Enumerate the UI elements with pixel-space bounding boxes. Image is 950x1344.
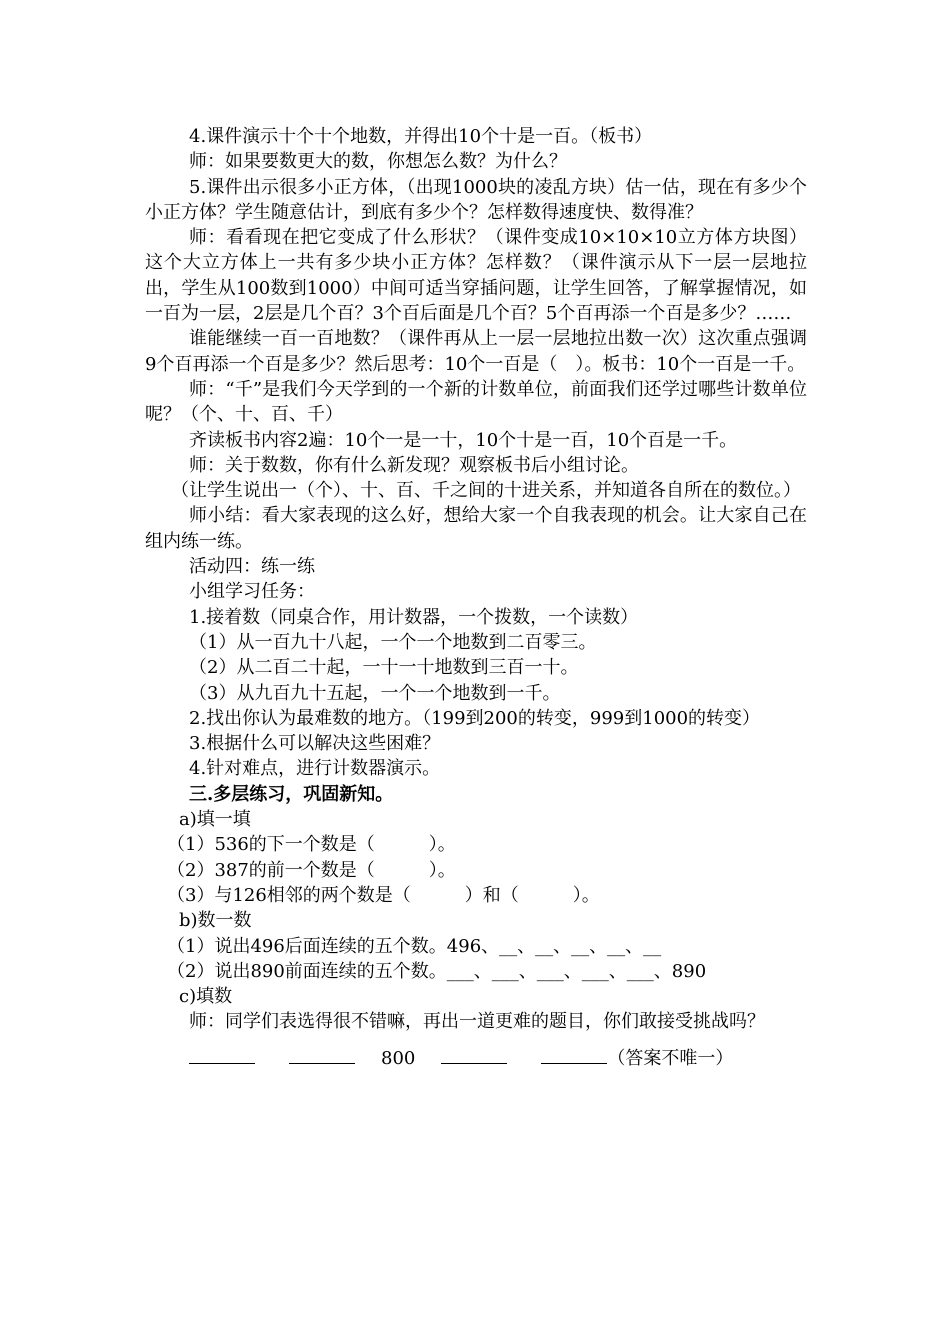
paragraph-21: a)填一填 bbox=[179, 809, 251, 831]
section-heading: 三.多层练习，巩固新知。 bbox=[189, 783, 394, 805]
paragraph-24: （3）与126相邻的两个数是（ ）和（ ）。 bbox=[167, 884, 600, 906]
paragraph-11: 活动四：练一练 bbox=[189, 556, 315, 578]
paragraph-3: 5.课件出示很多小正方体，（出现1000块的凌乱方块）估一估，现在有多少个小正方体？学生随意估计，到底有多少个？怎样数得速度快、数得准？ bbox=[145, 176, 807, 223]
paragraph-28: c)填数 bbox=[179, 986, 233, 1008]
paragraph-13: 1.接着数（同桌合作，用计数器，一个拨数，一个读数） bbox=[189, 606, 639, 628]
paragraph-7: 齐读板书内容2遍：10个一是一十，10个十是一百，10个百是一千。 bbox=[189, 429, 738, 451]
paragraph-19: 4.针对难点，进行计数器演示。 bbox=[189, 758, 441, 780]
answer-note: （答案不唯一） bbox=[607, 1047, 734, 1069]
paragraph-10: 师小结：看大家表现的这么好，想给大家一个自我表现的机会。让大家自己在组内练一练。 bbox=[145, 505, 807, 552]
paragraph-29: 师：同学们表选得很不错嘛，再出一道更难的题目，你们敢接受挑战吗？ bbox=[189, 1011, 765, 1033]
paragraph-22: （1）536的下一个数是（ ）。 bbox=[167, 834, 456, 856]
paragraph-2: 师：如果要数更大的数，你想怎么数？为什么？ bbox=[189, 151, 567, 173]
paragraph-18: 3.根据什么可以解决这些困难？ bbox=[189, 733, 441, 755]
paragraph-16: （3）从九百九十五起，一个一个地数到一千。 bbox=[189, 682, 561, 704]
paragraph-15: （2）从二百二十起，一十一十地数到三百一十。 bbox=[189, 657, 579, 679]
answer-blank bbox=[441, 1045, 507, 1064]
fill-in-line bbox=[145, 1045, 807, 1071]
paragraph-17: 2.找出你认为最难数的地方。（199到200的转变，999到1000的转变） bbox=[189, 707, 761, 729]
answer-blank bbox=[189, 1045, 255, 1064]
paragraph-12: 小组学习任务： bbox=[189, 581, 315, 603]
paragraph-23: （2）387的前一个数是（ ）。 bbox=[167, 859, 456, 881]
paragraph-1: 4.课件演示十个十个地数，并得出10个十是一百。（板书） bbox=[189, 126, 653, 147]
paragraph-9: （让学生说出一（个）、十、百、千之间的十进关系，并知道各自所在的数位。） bbox=[171, 480, 801, 502]
answer-blank bbox=[541, 1045, 607, 1064]
paragraph-26: （1）说出496后面连续的五个数。496、__、__、__、__、__ bbox=[167, 935, 662, 957]
paragraph-5: 谁能继续一百一百地数？（课件再从上一层一层地拉出数一次）这次重点强调9个百再添一个百是多少？然后思考：10个一百是（ ）。板书：10个一百是一千。 bbox=[145, 328, 807, 375]
document-page bbox=[145, 124, 807, 1071]
paragraph-14: （1）从一百九十八起，一个一个地数到二百零三。 bbox=[189, 631, 597, 653]
paragraph-4: 师：看看现在把它变成了什么形状？（课件变成10×10×10立方体方块图）这个大立方体上一共有多少块小正方体？怎样数？（课件演示从下一层一层地拉出，学生从100数到1000）中间可适当穿插问题，让学生回答，了解掌握情况，如一百为一层，2层是几个百？3个百后面是几个百？5个百再添一个百是多少？…… bbox=[145, 227, 807, 325]
paragraph-8: 师：关于数数，你有什么新发现？观察板书后小组讨论。 bbox=[189, 454, 639, 476]
given-number: 800 bbox=[381, 1047, 416, 1069]
paragraph-27: （2）说出890前面连续的五个数。___、___、___、___、___、890 bbox=[167, 960, 707, 982]
paragraph-6: 师：“千”是我们今天学到的一个新的计数单位，前面我们还学过哪些计数单位呢？（个、十、百、千） bbox=[145, 378, 807, 426]
answer-blank bbox=[289, 1045, 355, 1064]
paragraph-25: b)数一数 bbox=[179, 910, 252, 932]
